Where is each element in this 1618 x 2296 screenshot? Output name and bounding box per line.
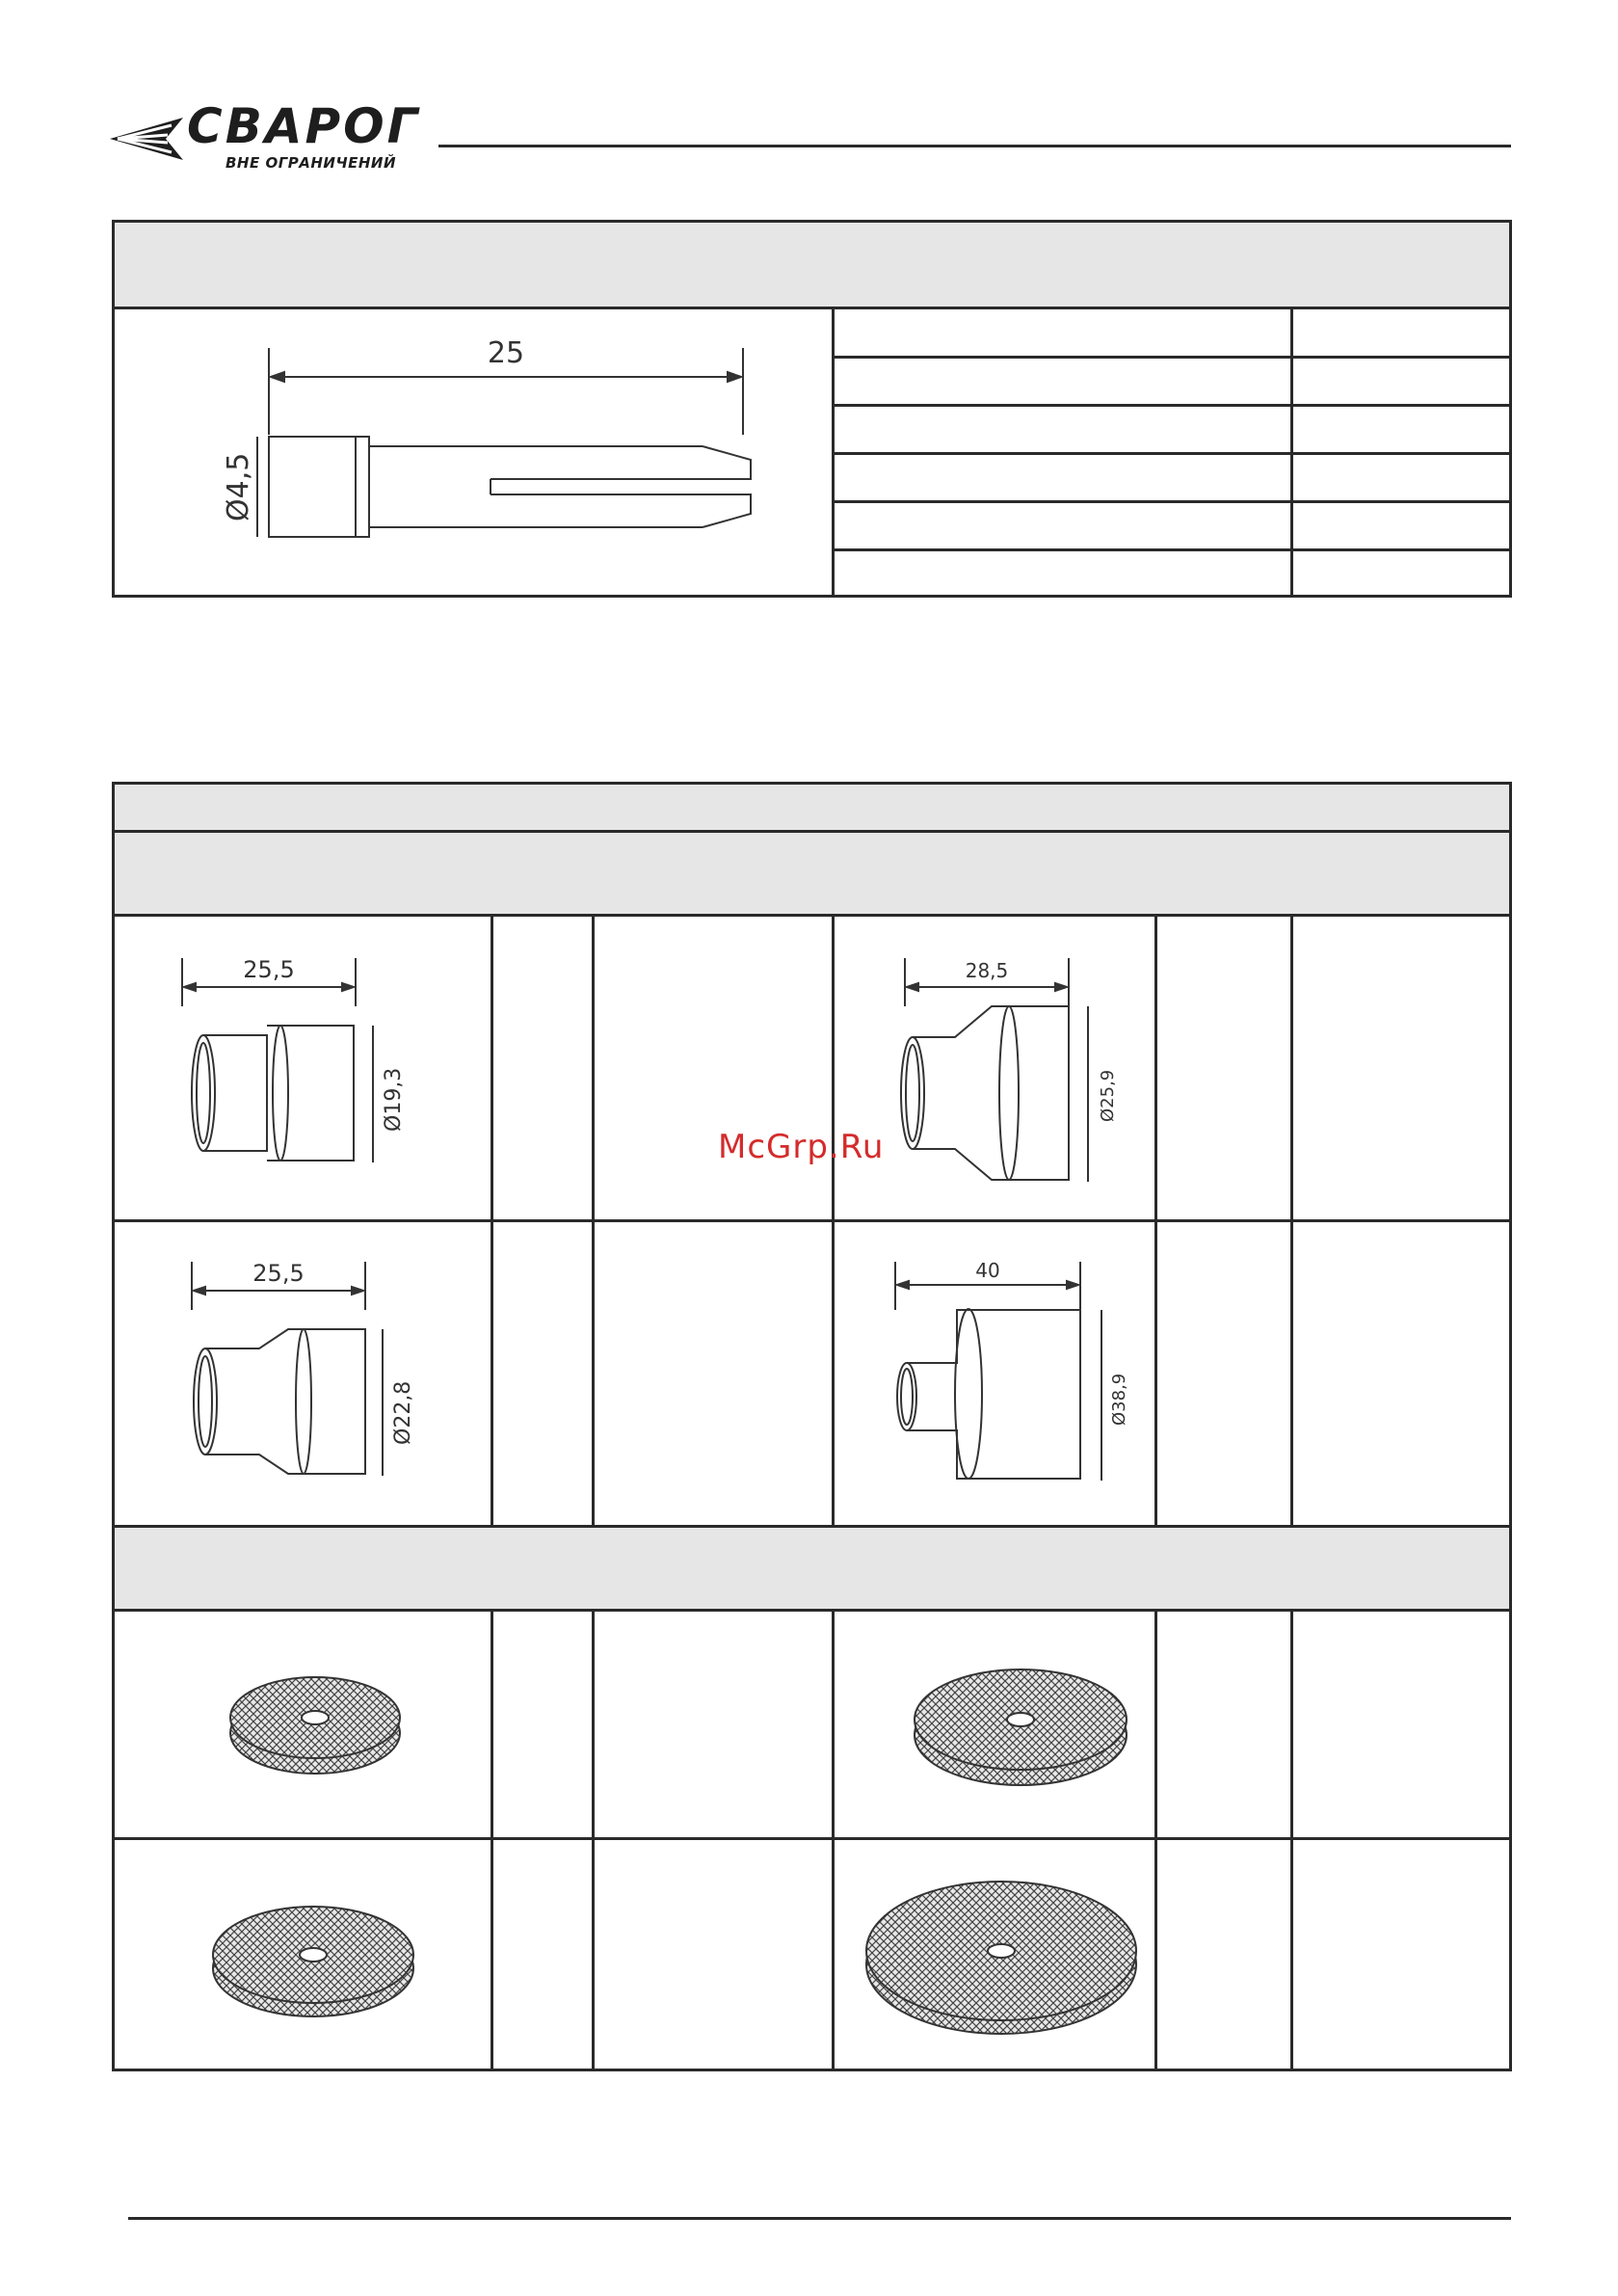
collet-row-line bbox=[832, 356, 1509, 359]
nozzle-header-divider bbox=[115, 914, 1509, 917]
lens-row-line bbox=[115, 1837, 1509, 1840]
col-line bbox=[491, 1609, 493, 2069]
nozzle-3-diameter: Ø22,8 bbox=[391, 1380, 415, 1445]
lens-header-divider bbox=[115, 1609, 1509, 1612]
col-line bbox=[1290, 914, 1293, 1528]
nozzle-3-length: 25,5 bbox=[252, 1260, 305, 1287]
collet-value-divider bbox=[1290, 307, 1293, 595]
nozzle-drawing-2 bbox=[866, 939, 1146, 1199]
nozzle-drawing-3 bbox=[163, 1242, 452, 1512]
nozzle-section-header bbox=[115, 833, 1509, 914]
col-line bbox=[592, 914, 595, 1528]
collet-diameter-label: Ø4,5 bbox=[222, 452, 255, 521]
collet-length-label: 25 bbox=[487, 336, 525, 370]
nozzle-1-diameter: Ø19,3 bbox=[382, 1067, 406, 1132]
watermark: McGrp.Ru bbox=[718, 1128, 885, 1166]
header-rule bbox=[438, 145, 1511, 147]
logo-arrow-icon bbox=[108, 110, 185, 168]
nozzle-1-length: 25,5 bbox=[243, 956, 295, 983]
logo-title: СВАРОГ bbox=[187, 98, 421, 154]
collet-row-line bbox=[832, 500, 1509, 503]
collet-header-divider bbox=[115, 307, 1509, 309]
nozzle-4-diameter: Ø38,9 bbox=[1109, 1373, 1129, 1426]
collet-table bbox=[112, 220, 1512, 598]
nozzle-2-diameter: Ø25,9 bbox=[1098, 1069, 1118, 1122]
collet-row-line bbox=[832, 452, 1509, 455]
collet-drawing bbox=[163, 319, 799, 589]
col-line bbox=[491, 914, 493, 1528]
collet-row-line bbox=[832, 404, 1509, 407]
lens-section-header bbox=[115, 1528, 1509, 1609]
logo-subtitle: ВНЕ ОГРАНИЧЕНИЙ bbox=[225, 154, 397, 172]
collet-row-line bbox=[832, 548, 1509, 551]
lens-drawing-2 bbox=[886, 1623, 1155, 1826]
col-line bbox=[832, 1609, 835, 2069]
footer-rule bbox=[128, 2217, 1511, 2220]
collet-image-divider bbox=[832, 307, 835, 595]
nozzle-table-title-band bbox=[115, 785, 1509, 830]
lens-drawing-4 bbox=[857, 1845, 1146, 2067]
col-line bbox=[1154, 914, 1157, 1528]
nozzle-4-length: 40 bbox=[975, 1259, 1000, 1282]
col-line bbox=[592, 1609, 595, 2069]
nozzle-row-line bbox=[115, 1219, 1509, 1222]
collet-table-header bbox=[115, 223, 1509, 307]
lens-drawing-3 bbox=[188, 1855, 438, 2057]
brand-logo bbox=[108, 98, 436, 174]
col-line bbox=[1290, 1609, 1293, 2069]
nozzle-table bbox=[112, 782, 1512, 2071]
nozzle-drawing-4 bbox=[866, 1242, 1146, 1512]
nozzle-drawing-1 bbox=[163, 939, 452, 1199]
col-line bbox=[832, 914, 835, 1528]
nozzle-2-length: 28,5 bbox=[965, 959, 1009, 982]
lens-drawing-1 bbox=[211, 1633, 423, 1816]
